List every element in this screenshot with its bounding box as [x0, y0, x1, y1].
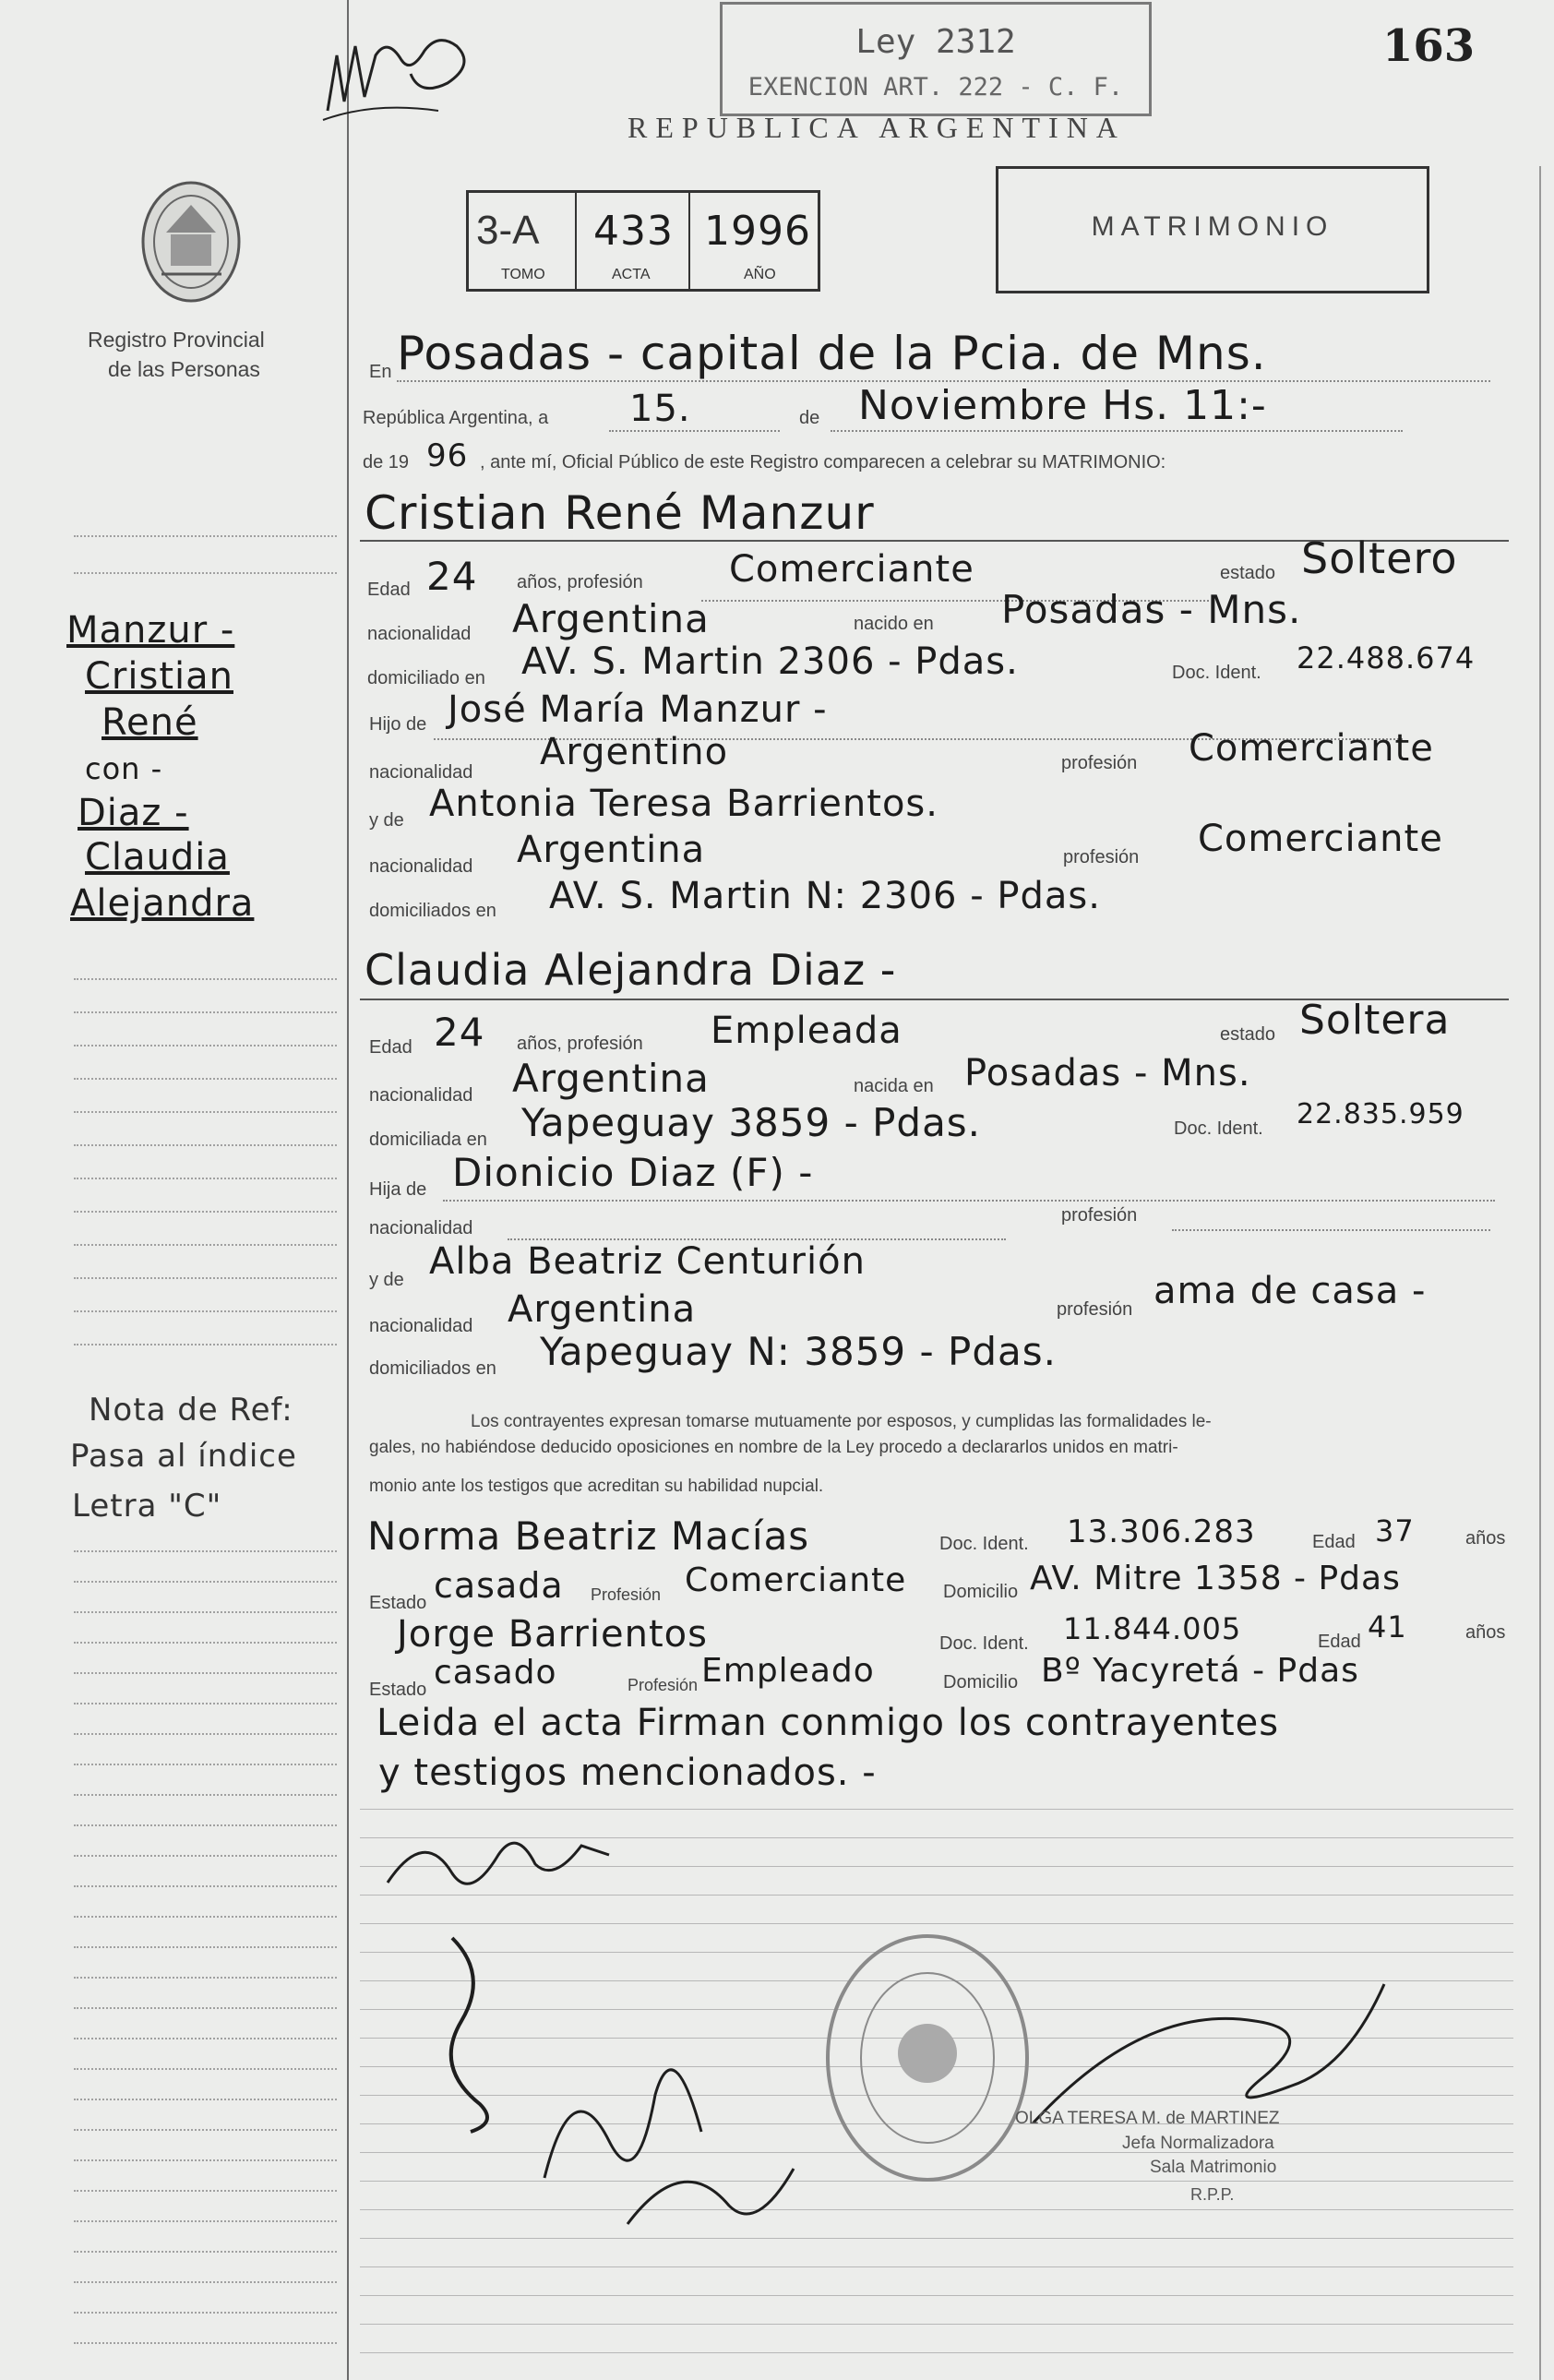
record-reference-box — [466, 190, 820, 292]
margin-ruled-line — [74, 2007, 337, 2009]
margin-ruled-line — [74, 1178, 337, 1179]
bride-mother: Alba Beatriz Centurión — [429, 1240, 866, 1283]
margin-ruled-line — [74, 1855, 337, 1857]
groom-birthplace: Posadas - Mns. — [1001, 587, 1302, 632]
bride-address-label: domiciliada en — [369, 1130, 487, 1150]
declaration-line-1: Los contrayentes expresan tomarse mutuamente por esposos, y cumplidas las formalidades le- — [471, 1412, 1212, 1431]
witness-2-prof-label: Profesión — [628, 1676, 699, 1694]
margin-ruled-line — [74, 1144, 337, 1146]
margin-ruled-line — [74, 572, 337, 574]
margin-ruled-line — [74, 1310, 337, 1312]
margin-ruled-line — [74, 2038, 337, 2039]
groom-address: AV. S. Martin 2306 - Pdas. — [521, 640, 1019, 683]
witness-2-estado-label: Estado — [369, 1680, 427, 1700]
witness-1-age: 37 — [1375, 1513, 1415, 1549]
witness-1-prof-label: Profesión — [591, 1585, 662, 1604]
margin-ruled-line — [74, 1045, 337, 1046]
margin-ruled-line — [74, 1550, 337, 1552]
margin-ruled-line — [74, 2068, 337, 2070]
margin-index-4: con - — [85, 751, 163, 786]
republic-heading: REPUBLICA ARGENTINA — [628, 111, 1126, 144]
groom-mother-nat: Argentina — [517, 829, 706, 871]
margin-ruled-line — [74, 2099, 337, 2100]
law-stamp — [720, 2, 1152, 116]
bride-nationality: Argentina — [512, 1056, 710, 1101]
witness-1-address: AV. Mitre 1358 - Pdas — [1030, 1560, 1401, 1597]
marriage-place: Posadas - capital de la Pcia. de Mns. — [397, 327, 1267, 380]
appearance-statement: , ante mí, Oficial Público de este Registro comparecen a celebrar su MATRIMONIO: — [480, 452, 1166, 472]
witness-1-name: Norma Beatriz Macías — [367, 1513, 810, 1559]
groom-nationality: Argentina — [512, 596, 710, 641]
bride-estado: Soltera — [1299, 997, 1451, 1044]
witness-2-doc-label: Doc. Ident. — [939, 1633, 1029, 1654]
groom-father-label: Hijo de — [369, 714, 427, 735]
bride-doc-label: Doc. Ident. — [1174, 1118, 1263, 1139]
acta-label: ACTA — [612, 267, 651, 282]
groom-father-prof: Comerciante — [1189, 727, 1434, 770]
witness-1-prof: Comerciante — [685, 1561, 907, 1599]
declaration-line-3: monio ante los testigos que acreditan su habilidad nupcial. — [369, 1477, 824, 1496]
margin-ruled-line — [74, 1078, 337, 1080]
margin-note-2: Pasa al índice — [70, 1438, 297, 1475]
margin-index-1: Manzur - — [66, 609, 235, 652]
margin-ruled-line — [74, 2220, 337, 2222]
bride-name: Claudia Alejandra Diaz - — [365, 945, 897, 995]
groom-name: Cristian René Manzur — [365, 486, 875, 540]
bride-parents-address: Yapeguay N: 3859 - Pdas. — [540, 1329, 1057, 1374]
groom-parents-address: AV. S. Martin N: 2306 - Pdas. — [549, 875, 1101, 917]
margin-ruled-line — [74, 535, 337, 537]
ano-value: 1996 — [704, 208, 811, 255]
bride-birthplace-label: nacida en — [854, 1076, 934, 1096]
witness-1-estado-label: Estado — [369, 1593, 427, 1613]
bride-birthplace: Posadas - Mns. — [964, 1052, 1251, 1094]
margin-ruled-line — [74, 2190, 337, 2192]
margin-ruled-line — [74, 1977, 337, 1979]
bride-mother-prof-label: profesión — [1057, 1299, 1133, 1320]
witness-1-doc: 13.306.283 — [1067, 1513, 1256, 1550]
label-year-prefix: de 19 — [363, 452, 410, 472]
bride-father: Dionicio Diaz (F) - — [452, 1150, 814, 1195]
official-org: R.P.P. — [1190, 2185, 1235, 2204]
margin-ruled-line — [74, 1824, 337, 1826]
groom-father-nat-label: nacionalidad — [369, 762, 473, 783]
witness-2-domicilio-label: Domicilio — [943, 1672, 1019, 1692]
marriage-day: 15. — [629, 388, 691, 430]
margin-ruled-line — [74, 2342, 337, 2344]
bride-signature — [369, 1809, 646, 1920]
groom-mother: Antonia Teresa Barrientos. — [429, 783, 938, 825]
witness-2-anos-label: años — [1465, 1622, 1506, 1643]
witness-2-address: Bº Yacyretá - Pdas — [1041, 1652, 1359, 1690]
ruled-line — [360, 2324, 1513, 2325]
bride-profession: Empleada — [711, 1010, 903, 1052]
ano-label: AÑO — [744, 267, 776, 282]
margin-ruled-line — [74, 1642, 337, 1644]
margin-ruled-line — [74, 1111, 337, 1113]
witness-signatures — [517, 1993, 812, 2233]
witness-2-prof: Empleado — [701, 1652, 875, 1690]
margin-ruled-line — [74, 2251, 337, 2253]
groom-father-prof-label: profesión — [1061, 753, 1138, 773]
margin-ruled-line — [74, 1794, 337, 1796]
witness-1-doc-label: Doc. Ident. — [939, 1534, 1029, 1554]
closing-line-1: Leida el acta Firman conmigo los contrayentes — [377, 1702, 1280, 1744]
groom-mother-prof: Comerciante — [1198, 818, 1443, 860]
margin-index-2: Cristian — [85, 655, 233, 698]
province-seal — [138, 177, 245, 306]
bride-father-prof-label: profesión — [1061, 1205, 1138, 1226]
marriage-year: 96 — [426, 437, 469, 474]
tomo-label: TOMO — [501, 267, 545, 282]
groom-nationality-label: nacionalidad — [367, 624, 472, 644]
law-stamp-title: Ley 2312 — [855, 23, 1016, 61]
margin-ruled-line — [74, 2159, 337, 2161]
witness-1-estado: casada — [434, 1565, 564, 1606]
label-en: En — [369, 362, 392, 382]
groom-mother-nat-label: nacionalidad — [369, 856, 473, 877]
registry-seal — [821, 1929, 1034, 2187]
folio-number: 163 — [1382, 20, 1476, 72]
bride-mother-prof: ama de casa - — [1154, 1270, 1427, 1312]
official-name: OLGA TERESA M. de MARTINEZ — [1015, 2109, 1280, 2128]
closing-line-2: y testigos mencionados. - — [378, 1752, 877, 1794]
groom-age: 24 — [426, 554, 478, 599]
margin-ruled-line — [74, 1916, 337, 1918]
official-title: Jefa Normalizadora — [1122, 2134, 1274, 2153]
bride-mother-nat: Argentina — [508, 1288, 697, 1331]
groom-signature — [415, 1920, 526, 2141]
groom-doc-label: Doc. Ident. — [1172, 663, 1261, 683]
bride-mother-nat-label: nacionalidad — [369, 1316, 473, 1336]
margin-ruled-line — [74, 1611, 337, 1613]
margin-ruled-line — [74, 2281, 337, 2283]
margin-index-7: Alejandra — [70, 882, 255, 925]
registry-name-line2: de las Personas — [108, 357, 260, 381]
margin-ruled-line — [74, 2129, 337, 2131]
groom-estado: Soltero — [1301, 533, 1458, 583]
bride-profession-label: años, profesión — [517, 1034, 643, 1054]
margin-ruled-line — [74, 1733, 337, 1735]
bride-age-label: Edad — [369, 1037, 412, 1058]
margin-rule — [347, 0, 349, 2380]
witness-1-domicilio-label: Domicilio — [943, 1582, 1019, 1602]
bride-doc: 22.835.959 — [1297, 1098, 1464, 1130]
witness-2-estado: casado — [434, 1654, 557, 1692]
witness-2-doc: 11.844.005 — [1063, 1611, 1242, 1646]
marriage-month-time: Noviembre Hs. 11:- — [858, 382, 1267, 429]
witness-2-name: Jorge Barrientos — [397, 1613, 708, 1656]
groom-age-label: Edad — [367, 580, 411, 600]
witness-2-age: 41 — [1368, 1609, 1407, 1644]
label-de: de — [799, 408, 820, 428]
margin-ruled-line — [74, 1244, 337, 1246]
right-edge-rule — [1539, 166, 1541, 2380]
law-stamp-exemption: EXENCION ART. 222 - C. F. — [747, 73, 1124, 102]
groom-mother-label: y de — [369, 810, 404, 831]
margin-ruled-line — [74, 1764, 337, 1765]
ruled-line — [360, 2238, 1513, 2239]
bride-mother-label: y de — [369, 1270, 404, 1290]
act-type-label: MATRIMONIO — [1091, 211, 1334, 242]
groom-birthplace-label: nacido en — [854, 614, 934, 634]
margin-index-6: Claudia — [85, 836, 230, 879]
initials-signature — [318, 18, 503, 129]
margin-index-5: Diaz - — [78, 792, 189, 834]
margin-ruled-line — [74, 1277, 337, 1279]
margin-ruled-line — [74, 1703, 337, 1704]
ruled-line — [360, 2295, 1513, 2296]
label-republica: República Argentina, a — [363, 408, 549, 428]
groom-father-nat: Argentino — [540, 731, 729, 773]
margin-ruled-line — [74, 1885, 337, 1887]
margin-ruled-line — [74, 1344, 337, 1345]
margin-ruled-line — [74, 978, 337, 980]
groom-profession-label: años, profesión — [517, 572, 643, 592]
ruled-line — [360, 1923, 1513, 1924]
official-office: Sala Matrimonio — [1150, 2158, 1277, 2177]
witness-1-anos-label: años — [1465, 1528, 1506, 1549]
margin-index-3: René — [102, 701, 198, 744]
margin-ruled-line — [74, 1211, 337, 1213]
bride-parents-address-label: domiciliados en — [369, 1358, 496, 1379]
groom-profession: Comerciante — [729, 548, 974, 591]
bride-age: 24 — [434, 1010, 485, 1055]
groom-address-label: domiciliado en — [367, 668, 485, 688]
ruled-line — [360, 2266, 1513, 2267]
act-type-box — [996, 166, 1429, 293]
margin-ruled-line — [74, 1672, 337, 1674]
bride-father-nat-label: nacionalidad — [369, 1218, 473, 1238]
groom-mother-prof-label: profesión — [1063, 847, 1140, 867]
groom-estado-label: estado — [1220, 563, 1276, 583]
declaration-line-2: gales, no habiéndose deducido oposiciones en nombre de la Ley procedo a declararlos unidos en matri- — [369, 1438, 1178, 1457]
margin-ruled-line — [74, 2312, 337, 2314]
margin-ruled-line — [74, 1581, 337, 1583]
tomo-value: 3-A — [476, 208, 540, 253]
bride-nationality-label: nacionalidad — [369, 1085, 473, 1106]
groom-father: José María Manzur - — [448, 688, 828, 731]
groom-doc: 22.488.674 — [1297, 640, 1476, 676]
margin-note-1: Nota de Ref: — [89, 1392, 293, 1429]
witness-1-age-label: Edad — [1312, 1532, 1356, 1552]
bride-estado-label: estado — [1220, 1024, 1276, 1045]
acta-value: 433 — [593, 208, 674, 255]
margin-note-3: Letra "C" — [72, 1488, 222, 1525]
bride-address: Yapeguay 3859 - Pdas. — [521, 1100, 982, 1145]
groom-parents-address-label: domiciliados en — [369, 901, 496, 921]
registry-name-line1: Registro Provincial — [88, 328, 265, 352]
margin-ruled-line — [74, 1946, 337, 1948]
bride-father-label: Hija de — [369, 1179, 427, 1200]
ruled-line — [360, 2352, 1513, 2353]
witness-2-age-label: Edad — [1318, 1632, 1361, 1652]
margin-ruled-line — [74, 1011, 337, 1013]
